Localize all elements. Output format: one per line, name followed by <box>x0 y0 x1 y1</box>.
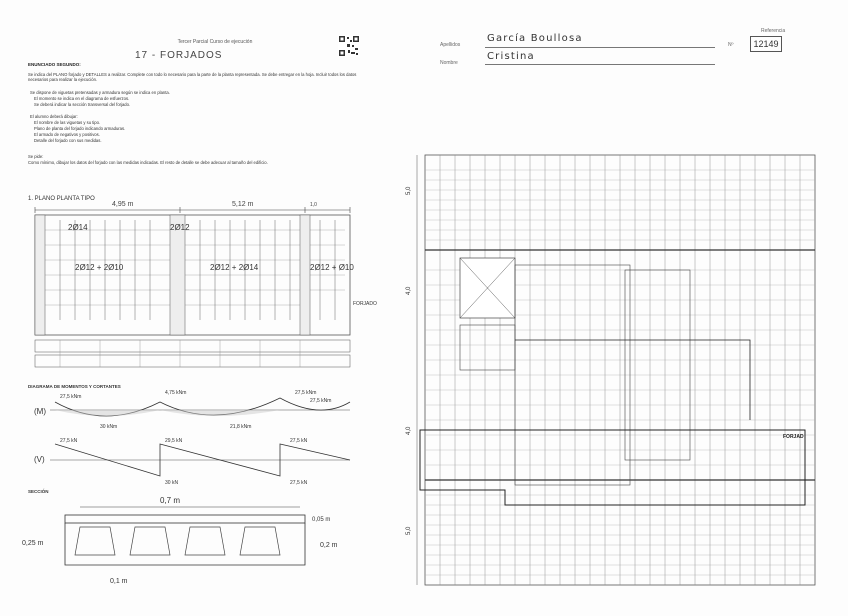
side-dim-1: 5,0 <box>406 186 412 195</box>
structural-floor-plan <box>405 140 835 600</box>
header-big-title: 17 - FORJADOS <box>135 50 223 61</box>
v-label: (V) <box>34 455 45 464</box>
intro-paragraph: Se indica del PLANO forjado y DETALLES a realizar. Complete con todo lo necesario para la parte de la planta representada. Se debe entregar en la hoja. Incluir todos los datos necesarios para realizar la ejecución. <box>28 72 357 83</box>
bullet-2: El momento se indica en el diagrama de esfuerzos. <box>34 96 130 101</box>
list-item-4: Detalle del forjado con sus medidas. <box>34 138 102 143</box>
m-val-3: 27,5 kNm <box>295 390 317 396</box>
side-dim-2: 4,0 <box>406 286 412 295</box>
diagram-label: DIAGRAMA DE MOMENTOS Y CORTANTES <box>28 384 121 389</box>
m-label: (M) <box>34 407 46 416</box>
label-surname: Apellidos <box>440 42 461 48</box>
m-val-1: 27,5 kNm <box>60 394 82 400</box>
v-val-3: 27,5 kN <box>290 438 308 444</box>
sign-text: Como mínimo, dibujar los datos del forjado con las medidas indicadas. El resto de detalle se debe adecuar al tamaño del edificio. <box>28 160 268 165</box>
section-total: 0,25 m <box>22 540 44 547</box>
section-heading: ENUNCIADO SEGUNDO: <box>28 62 81 67</box>
forjado-label: FORJADO <box>353 301 377 307</box>
v-val-2: 29,5 kN <box>165 438 183 444</box>
dim-c: 1,0 <box>310 202 317 208</box>
list-item-2: Plano de planta del forjado indicando armaduras. <box>34 126 126 131</box>
list-heading: El alumno deberá dibujar: <box>30 114 78 119</box>
section-height: 0,2 m <box>320 542 338 549</box>
section-label: SECCIÓN <box>28 489 49 494</box>
bullet-3: Se deberá indicar la sección transversal del forjado. <box>34 102 131 107</box>
surname-underline <box>485 47 715 48</box>
forjado-label-right: FORJAD <box>783 434 804 440</box>
m-val-6: 21,8 kNm <box>230 424 252 430</box>
arm-label-5: 2Ø12 + Ø10 <box>310 263 354 272</box>
side-dim-4: 5,0 <box>406 526 412 535</box>
section-rib: 0,1 m <box>110 578 128 585</box>
section-top: 0,05 m <box>312 517 331 523</box>
qr-code-icon <box>338 35 360 57</box>
arm-label-2: 2Ø12 <box>170 223 190 232</box>
arm-label-4: 2Ø12 + 2Ø14 <box>210 263 259 272</box>
left-page <box>20 30 385 600</box>
m-val-5: 30 kNm <box>100 424 118 430</box>
floor-plan-drawing <box>20 180 385 390</box>
surname-value: García Boullosa <box>487 33 583 44</box>
moment-shear-diagram <box>20 380 385 490</box>
v-val-4: 30 kN <box>165 480 179 486</box>
label-reference: Referencia <box>761 28 786 34</box>
firstname-underline <box>485 64 715 65</box>
v-val-1: 27,5 kN <box>60 438 78 444</box>
header-title: Tercer Parcial Curso de ejecución <box>177 39 253 45</box>
section-width: 0,7 m <box>160 496 181 505</box>
sign-heading: Se pide: <box>28 154 44 159</box>
arm-label-3: 2Ø12 + 2Ø10 <box>75 263 124 272</box>
label-number: Nº <box>728 42 734 48</box>
arm-label-1: 2Ø14 <box>68 223 88 232</box>
list-item-3: El armado de negativos y positivos. <box>34 132 100 137</box>
dim-b: 5,12 m <box>232 201 254 208</box>
list-item-1: El nombre de las viguetas y su tipo. <box>34 120 101 125</box>
firstname-value: Cristina <box>487 51 535 62</box>
m-val-2: 4,75 kNm <box>165 390 187 396</box>
right-page <box>405 20 835 600</box>
plan-label: 1. PLANO PLANTA TIPO <box>28 196 95 202</box>
label-firstname: Nombre <box>440 60 458 66</box>
bullet-1: Se dispone de viguetas pretensadas y armadura según se indica en planta. <box>30 90 170 95</box>
m-val-4: 27,5 kNm <box>310 398 332 404</box>
side-dim-3: 4,0 <box>406 426 412 435</box>
dim-a: 4,95 m <box>112 201 134 208</box>
v-val-5: 27,5 kN <box>290 480 308 486</box>
section-detail-drawing <box>20 485 385 600</box>
reference-box: 12149 <box>750 36 782 52</box>
